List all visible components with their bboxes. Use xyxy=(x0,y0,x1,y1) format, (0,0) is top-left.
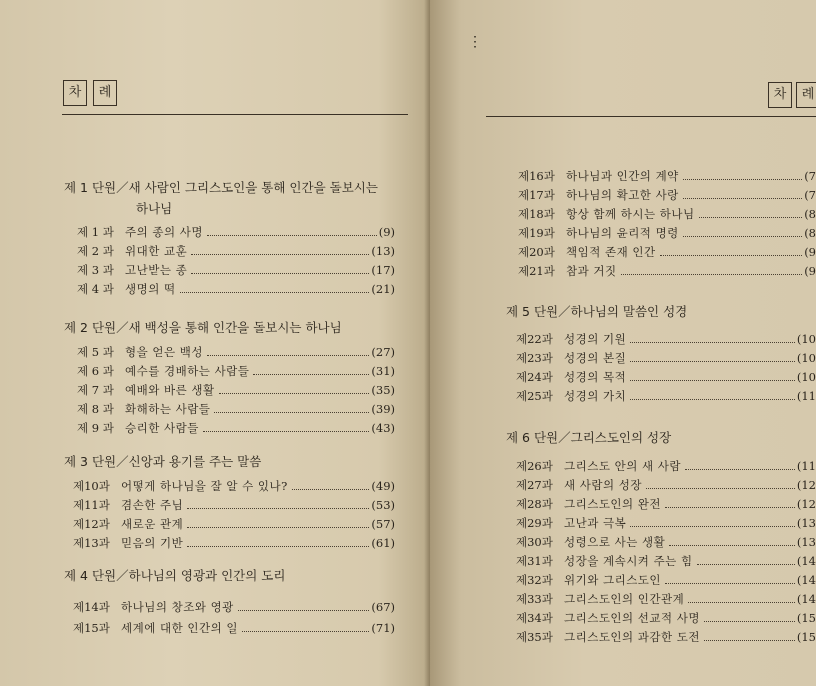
page-number: (15 xyxy=(796,630,816,644)
unit-title: 제 5 단원／하나님의 말씀인 성경 xyxy=(506,304,688,319)
lesson-title: 예배와 바른 생활 xyxy=(125,383,215,397)
page-number: (21) xyxy=(371,282,395,296)
lesson-number: 제17과 xyxy=(518,188,555,202)
lesson-number: 제19과 xyxy=(518,226,555,240)
page-number: (15 xyxy=(796,611,816,625)
lesson-title: 성경의 목적 xyxy=(564,370,627,384)
toc-entry xyxy=(73,599,395,615)
lesson-title: 성경의 기원 xyxy=(564,332,627,346)
page-number: (12 xyxy=(796,497,816,511)
lesson-title: 참과 거짓 xyxy=(566,264,617,278)
toc-entry xyxy=(77,224,395,240)
page-number: (11 xyxy=(796,389,816,403)
header-rule xyxy=(486,116,816,117)
lesson-title: 고난받는 종 xyxy=(125,263,188,277)
page-number: (17) xyxy=(371,263,395,277)
lesson-title: 그리스도인의 과감한 도전 xyxy=(564,630,701,644)
unit-heading xyxy=(506,302,687,320)
lesson-title: 형을 얻은 백성 xyxy=(125,345,203,359)
lesson-number: 제22과 xyxy=(516,332,553,346)
page-number: (67) xyxy=(371,600,395,614)
page-number: (14 xyxy=(796,592,816,606)
toc-entry xyxy=(516,610,816,626)
toc-entry xyxy=(77,401,395,417)
leader-dots xyxy=(207,235,377,236)
toc-entry xyxy=(77,262,395,278)
page-number: (9 xyxy=(804,264,816,278)
leader-dots xyxy=(630,380,795,381)
leader-dots xyxy=(203,431,370,432)
page-number: (8 xyxy=(804,207,816,221)
toc-entry xyxy=(516,553,816,569)
lesson-title: 겸손한 주님 xyxy=(121,498,184,512)
lesson-number: 제10과 xyxy=(73,479,110,493)
leader-dots xyxy=(180,292,370,293)
lesson-number: 제32과 xyxy=(516,573,553,587)
page-number: (39) xyxy=(371,402,395,416)
lesson-title: 하나님과 인간의 계약 xyxy=(566,169,679,183)
lesson-number: 제27과 xyxy=(516,478,553,492)
leader-dots xyxy=(621,274,803,275)
leader-dots xyxy=(669,545,795,546)
leader-dots xyxy=(683,179,802,180)
page-number: (35) xyxy=(371,383,395,397)
page-number: (14 xyxy=(796,573,816,587)
page-number: (49) xyxy=(371,479,395,493)
leader-dots xyxy=(191,273,369,274)
header-rule xyxy=(62,114,408,115)
toc-entry xyxy=(77,420,395,436)
leader-dots xyxy=(660,255,803,256)
leader-dots xyxy=(704,621,795,622)
unit-heading xyxy=(64,566,285,584)
lesson-number: 제25과 xyxy=(516,389,553,403)
page-number: (57) xyxy=(371,517,395,531)
toc-entry xyxy=(516,350,816,366)
page-number: (7 xyxy=(804,169,816,183)
lesson-number: 제35과 xyxy=(516,630,553,644)
lesson-title: 그리스도인의 선교적 사명 xyxy=(564,611,701,625)
unit-title: 제 1 단원／새 사람인 그리스도인을 통해 인간을 돌보시는 xyxy=(64,180,378,195)
lesson-title: 세계에 대한 인간의 일 xyxy=(121,621,238,635)
lesson-number: 제14과 xyxy=(73,600,110,614)
lesson-title: 그리스도 안의 새 사람 xyxy=(564,459,681,473)
lesson-number: 제29과 xyxy=(516,516,553,530)
toc-entry xyxy=(516,515,816,531)
lesson-number: 제 3 과 xyxy=(77,263,114,277)
lesson-title: 책임적 존재 인간 xyxy=(566,245,656,259)
lesson-number: 제20과 xyxy=(518,245,555,259)
toc-entry xyxy=(73,535,395,551)
toc-entry xyxy=(516,331,816,347)
lesson-number: 제21과 xyxy=(518,264,555,278)
page-number: (31) xyxy=(371,364,395,378)
page-number: (61) xyxy=(371,536,395,550)
lesson-number: 제18과 xyxy=(518,207,555,221)
lesson-title: 성령으로 사는 생활 xyxy=(564,535,666,549)
page-number: (71) xyxy=(371,621,395,635)
leader-dots xyxy=(685,469,795,470)
leader-dots xyxy=(207,355,369,356)
lesson-title: 예수를 경배하는 사람들 xyxy=(125,364,250,378)
toc-entry xyxy=(518,168,816,184)
leader-dots xyxy=(665,583,795,584)
page-number: (11 xyxy=(796,459,816,473)
page-number: (43) xyxy=(371,421,395,435)
leader-dots xyxy=(688,602,795,603)
ink-mark: ⋮ xyxy=(468,34,482,50)
page-number: (13 xyxy=(796,535,816,549)
lesson-number: 제34과 xyxy=(516,611,553,625)
right-page xyxy=(430,0,816,686)
lesson-title: 승리한 사람들 xyxy=(125,421,199,435)
toc-entry xyxy=(518,263,816,279)
header-box-2: 례 xyxy=(93,80,117,106)
lesson-number: 제24과 xyxy=(516,370,553,384)
page-number: (12 xyxy=(796,478,816,492)
page-number: (9) xyxy=(378,225,395,239)
lesson-title: 생명의 떡 xyxy=(125,282,176,296)
lesson-title: 새로운 관계 xyxy=(121,517,184,531)
lesson-number: 제30과 xyxy=(516,535,553,549)
leader-dots xyxy=(238,610,370,611)
lesson-number: 제11과 xyxy=(73,498,110,512)
leader-dots xyxy=(219,393,370,394)
toc-entry xyxy=(516,629,816,645)
lesson-number: 제 7 과 xyxy=(77,383,114,397)
leader-dots xyxy=(630,361,795,362)
unit-heading xyxy=(64,318,342,336)
lesson-number: 제16과 xyxy=(518,169,555,183)
toc-entry xyxy=(516,477,816,493)
leader-dots xyxy=(191,254,369,255)
lesson-number: 제 2 과 xyxy=(77,244,114,258)
leader-dots xyxy=(187,527,369,528)
lesson-title: 하나님의 창조와 영광 xyxy=(121,600,234,614)
leader-dots xyxy=(187,546,369,547)
page-number: (10 xyxy=(796,332,816,346)
leader-dots xyxy=(699,217,803,218)
lesson-number: 제 8 과 xyxy=(77,402,114,416)
lesson-number: 제 1 과 xyxy=(77,225,114,239)
lesson-title: 어떻게 하나님을 잘 알 수 있나? xyxy=(121,479,288,493)
lesson-number: 제 9 과 xyxy=(77,421,114,435)
lesson-number: 제26과 xyxy=(516,459,553,473)
leader-dots xyxy=(646,488,795,489)
toc-entry xyxy=(518,244,816,260)
toc-entry xyxy=(518,225,816,241)
leader-dots xyxy=(665,507,795,508)
leader-dots xyxy=(253,374,369,375)
toc-entry xyxy=(77,243,395,259)
lesson-number: 제 6 과 xyxy=(77,364,114,378)
toc-entry xyxy=(73,478,395,494)
lesson-title: 주의 종의 사명 xyxy=(125,225,203,239)
toc-entry xyxy=(73,516,395,532)
toc-entry xyxy=(77,344,395,360)
toc-entry xyxy=(77,382,395,398)
leader-dots xyxy=(697,564,795,565)
lesson-title: 고난과 극복 xyxy=(564,516,627,530)
lesson-number: 제12과 xyxy=(73,517,110,531)
header-box-1: 차 xyxy=(768,82,792,108)
lesson-title: 하나님의 윤리적 명령 xyxy=(566,226,679,240)
lesson-title: 위대한 교훈 xyxy=(125,244,188,258)
page-number: (8 xyxy=(804,226,816,240)
lesson-title: 항상 함께 하시는 하나님 xyxy=(566,207,695,221)
toc-entry xyxy=(518,206,816,222)
page-number: (10 xyxy=(796,351,816,365)
toc-entry xyxy=(516,388,816,404)
toc-entry xyxy=(516,369,816,385)
lesson-title: 그리스도인의 완전 xyxy=(564,497,662,511)
leader-dots xyxy=(630,526,795,527)
page-number: (53) xyxy=(371,498,395,512)
page-number: (13 xyxy=(796,516,816,530)
toc-entry xyxy=(518,187,816,203)
toc-entry xyxy=(516,458,816,474)
lesson-title: 성장을 계속시켜 주는 힘 xyxy=(564,554,693,568)
unit-title: 제 4 단원／하나님의 영광과 인간의 도리 xyxy=(64,568,286,583)
page-number: (10 xyxy=(796,370,816,384)
leader-dots xyxy=(630,342,795,343)
lesson-number: 제 5 과 xyxy=(77,345,114,359)
lesson-number: 제31과 xyxy=(516,554,553,568)
page-number: (27) xyxy=(371,345,395,359)
lesson-title: 그리스도인의 인간관계 xyxy=(564,592,685,606)
lesson-title: 화해하는 사람들 xyxy=(125,402,211,416)
unit-title: 제 6 단원／그리스도인의 성장 xyxy=(506,430,672,445)
lesson-title: 성경의 본질 xyxy=(564,351,627,365)
toc-entry xyxy=(516,496,816,512)
toc-entry xyxy=(516,572,816,588)
lesson-title: 새 사람의 성장 xyxy=(564,478,642,492)
toc-entry xyxy=(516,591,816,607)
toc-entry xyxy=(77,281,395,297)
leader-dots xyxy=(242,631,369,632)
header-box-1: 차 xyxy=(63,80,87,106)
leader-dots xyxy=(630,399,795,400)
page-number: (7 xyxy=(804,188,816,202)
leader-dots xyxy=(683,198,802,199)
page-number: (14 xyxy=(796,554,816,568)
lesson-title: 성경의 가치 xyxy=(564,389,627,403)
leader-dots xyxy=(704,640,795,641)
lesson-number: 제33과 xyxy=(516,592,553,606)
header-box-2: 례 xyxy=(796,82,816,108)
unit-title: 제 3 단원／신앙과 용기를 주는 말씀 xyxy=(64,454,262,469)
unit-title-cont: 하나님 xyxy=(136,201,173,216)
unit-title: 제 2 단원／새 백성을 통해 인간을 돌보시는 하나님 xyxy=(64,320,342,335)
lesson-title: 믿음의 기반 xyxy=(121,536,184,550)
leader-dots xyxy=(683,236,802,237)
lesson-number: 제28과 xyxy=(516,497,553,511)
leader-dots xyxy=(214,412,369,413)
unit-heading xyxy=(506,428,671,446)
lesson-number: 제23과 xyxy=(516,351,553,365)
lesson-number: 제 4 과 xyxy=(77,282,114,296)
toc-entry xyxy=(73,620,395,636)
lesson-number: 제13과 xyxy=(73,536,110,550)
unit-heading xyxy=(64,178,378,217)
toc-entry xyxy=(77,363,395,379)
leader-dots xyxy=(187,508,369,509)
page-number: (13) xyxy=(371,244,395,258)
lesson-number: 제15과 xyxy=(73,621,110,635)
lesson-title: 하나님의 확고한 사랑 xyxy=(566,188,679,202)
toc-entry xyxy=(73,497,395,513)
leader-dots xyxy=(292,489,370,490)
toc-entry xyxy=(516,534,816,550)
unit-heading xyxy=(64,452,261,470)
page-number: (9 xyxy=(804,245,816,259)
lesson-title: 위기와 그리스도인 xyxy=(564,573,662,587)
